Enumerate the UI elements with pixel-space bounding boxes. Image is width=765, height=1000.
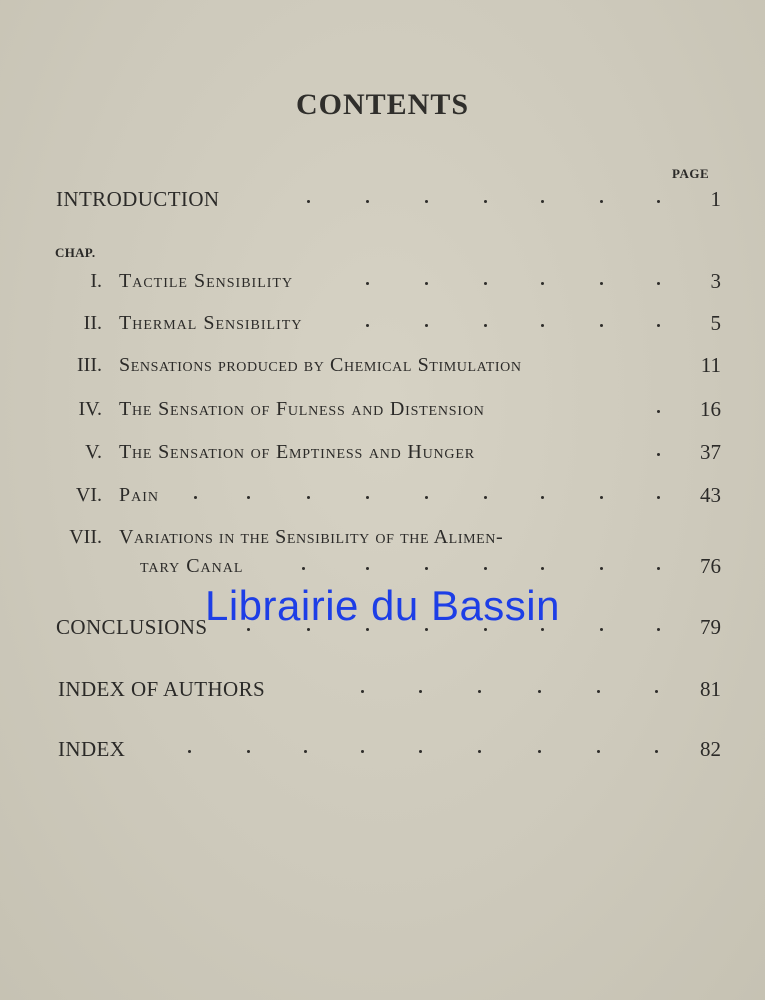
leader-dot	[600, 282, 603, 285]
page-column-label: PAGE	[672, 166, 710, 181]
leader-dot	[484, 282, 487, 285]
leader-dot	[541, 496, 544, 499]
leader-dot	[366, 324, 369, 327]
leader-dot	[657, 496, 660, 499]
page-title: CONTENTS	[295, 88, 470, 121]
toc-entry-label: INTRODUCTION	[56, 187, 220, 211]
leader-dot	[600, 200, 603, 203]
leader-dot	[657, 282, 660, 285]
leader-dot	[600, 324, 603, 327]
toc-entry-page: 37	[700, 440, 721, 464]
leader-dot	[425, 200, 428, 203]
leader-dot	[657, 324, 660, 327]
leader-dot	[541, 200, 544, 203]
leader-dot	[194, 496, 197, 499]
toc-entry-page: 43	[700, 483, 721, 507]
toc-entry-label: INDEX OF AUTHORS	[58, 677, 266, 701]
leader-dot	[657, 453, 660, 456]
toc-entry-label: The Sensation of Fulness and Distension	[119, 398, 485, 420]
leader-dot	[425, 282, 428, 285]
toc-entry-page: 79	[700, 615, 721, 639]
leader-dot	[425, 324, 428, 327]
leader-dot	[657, 200, 660, 203]
toc-entry-label: CONCLUSIONS	[56, 615, 208, 639]
leader-dot	[307, 200, 310, 203]
leader-dot	[538, 750, 541, 753]
leader-dot	[304, 750, 307, 753]
leader-dot	[597, 750, 600, 753]
toc-entry-label: Pain	[119, 484, 160, 506]
chapter-numeral: VI.	[75, 484, 102, 506]
chapter-numeral: V.	[85, 441, 102, 463]
toc-entry-page: 11	[700, 353, 721, 377]
leader-dot	[541, 324, 544, 327]
leader-dot	[361, 750, 364, 753]
leader-dot	[484, 324, 487, 327]
leader-dot	[425, 496, 428, 499]
leader-dot	[302, 567, 305, 570]
leader-dot	[597, 690, 600, 693]
leader-dot	[541, 282, 544, 285]
toc-entry-chapter-7	[0, 524, 765, 554]
toc-entry-page: 1	[710, 187, 721, 211]
leader-dot	[425, 567, 428, 570]
leader-dot	[478, 690, 481, 693]
leader-dot	[484, 200, 487, 203]
chapter-numeral: IV.	[78, 398, 102, 420]
toc-entry-introduction	[0, 186, 765, 216]
toc-entry-chapter-6	[0, 482, 765, 512]
toc-entry-index-of-authors	[0, 676, 765, 706]
chapter-numeral: I.	[90, 270, 102, 292]
leader-dot	[366, 496, 369, 499]
toc-entry-chapter-1	[0, 268, 765, 298]
leader-dot	[600, 496, 603, 499]
toc-entry-label: The Sensation of Emptiness and Hunger	[119, 441, 475, 463]
toc-entry-page: 82	[700, 737, 721, 761]
leader-dot	[419, 690, 422, 693]
toc-entry-page: 16	[700, 397, 721, 421]
leader-dot	[478, 750, 481, 753]
toc-entry-chapter-7-continued	[0, 553, 765, 583]
leader-dot	[361, 690, 364, 693]
leader-dot	[366, 200, 369, 203]
toc-entry-label: Sensations produced by Chemical Stimulation	[119, 354, 522, 376]
leader-dot	[541, 567, 544, 570]
leader-dot	[307, 496, 310, 499]
watermark-text: Librairie du Bassin	[204, 582, 560, 629]
toc-entry-label: INDEX	[58, 737, 126, 761]
toc-entry-label: Thermal Sensibility	[119, 312, 303, 334]
toc-entry-page: 81	[700, 677, 721, 701]
leader-dot	[655, 690, 658, 693]
toc-entry-label-line-2: tary Canal	[140, 555, 244, 577]
chapter-column-label: CHAP.	[55, 245, 96, 260]
toc-entry-index	[0, 736, 765, 766]
leader-dot	[600, 567, 603, 570]
leader-dot	[419, 750, 422, 753]
leader-dot	[657, 410, 660, 413]
leader-dot	[484, 496, 487, 499]
toc-entry-page: 5	[710, 311, 721, 335]
leader-dot	[247, 750, 250, 753]
leader-dot	[657, 567, 660, 570]
leader-dot	[366, 567, 369, 570]
chapter-numeral: VII.	[69, 526, 102, 548]
leader-dot	[247, 496, 250, 499]
toc-entry-chapter-5	[0, 439, 765, 469]
leader-dot	[366, 282, 369, 285]
leader-dot	[188, 750, 191, 753]
toc-entry-chapter-4	[0, 396, 765, 426]
leader-dot	[484, 567, 487, 570]
toc-entry-page: 3	[710, 269, 721, 293]
toc-entry-label: Tactile Sensibility	[119, 270, 294, 292]
toc-entry-chapter-2	[0, 310, 765, 340]
leader-dot	[655, 750, 658, 753]
chapter-numeral: II.	[83, 312, 102, 334]
toc-entry-chapter-3	[0, 352, 765, 382]
chapter-numeral: III.	[77, 354, 102, 376]
toc-entry-page: 76	[700, 554, 721, 578]
leader-dot	[538, 690, 541, 693]
toc-entry-label-line-1: Variations in the Sensibility of the Alimen-	[119, 526, 504, 548]
